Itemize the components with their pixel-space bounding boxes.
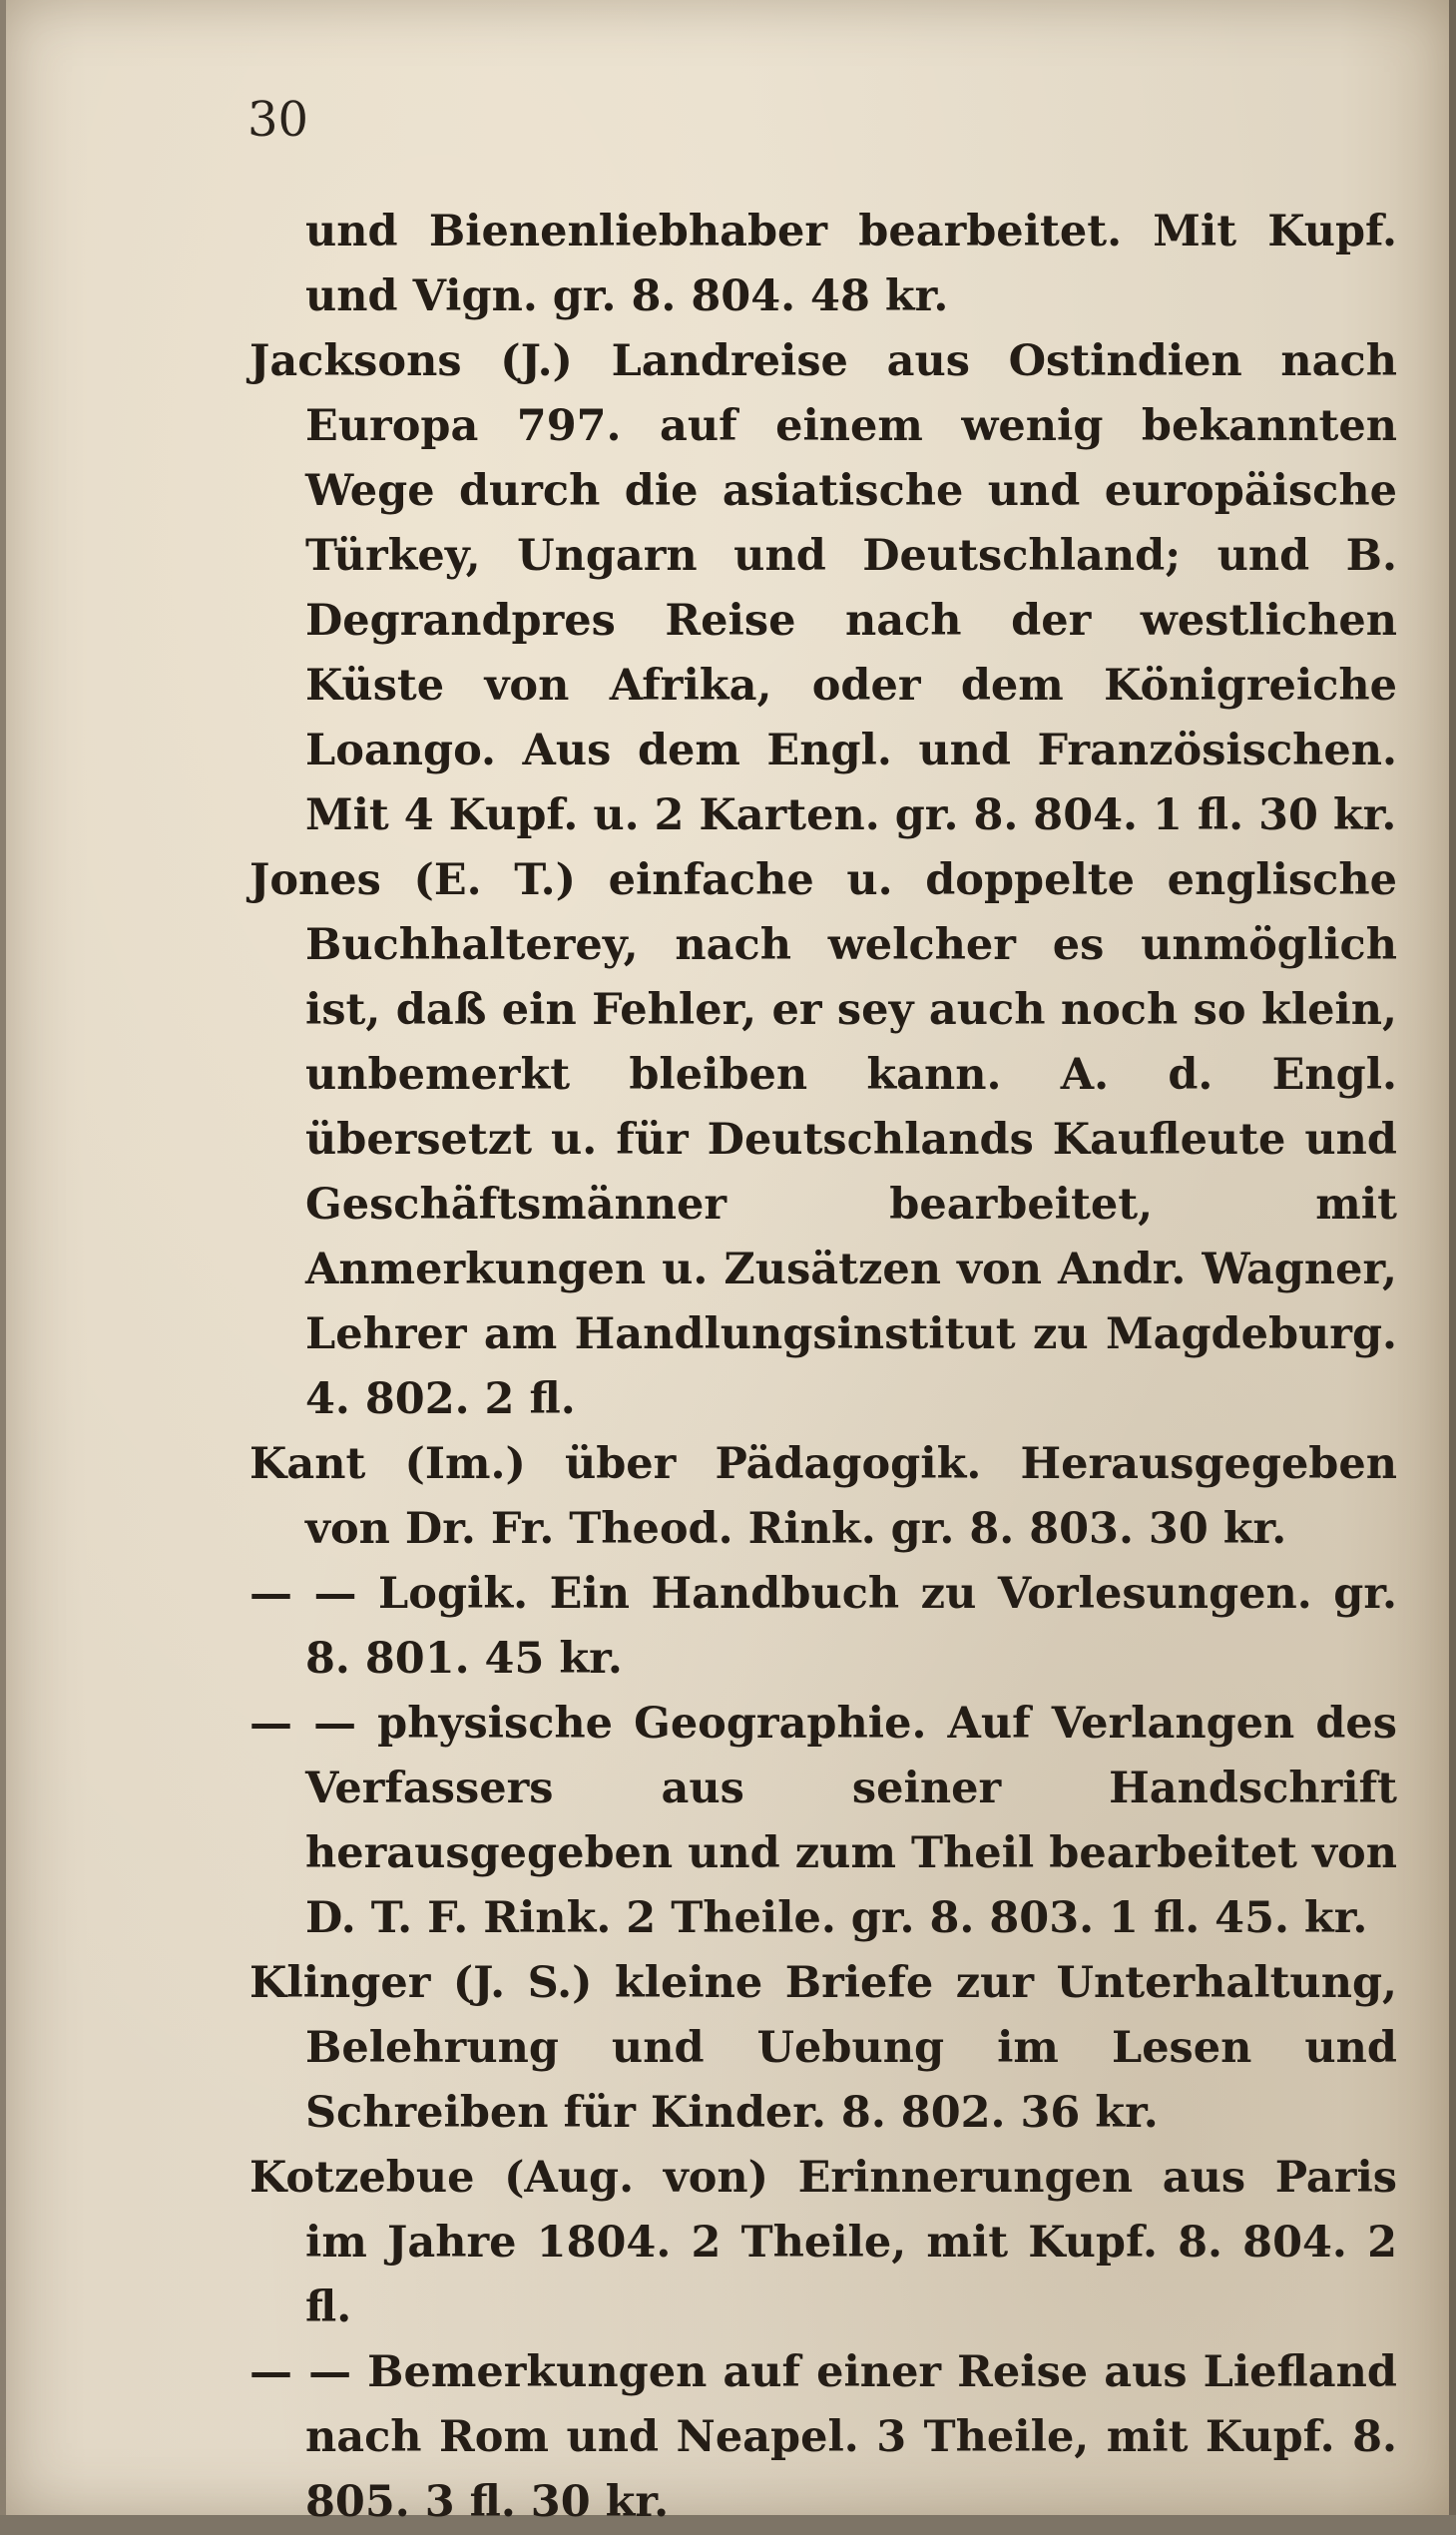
catalog-entry-kant-paedagogik: Kant (Im.) über Pädagogik. Herausgegeben von Dr. Fr. Theod. Rink. gr. 8. 803. 30 kr. [249, 1439, 1397, 1554]
catalog-entry-jackson: Jacksons (J.) Landreise aus Ostindien nach Europa 797. auf einem wenig bekannten Wege durch die asiatische und europäische Türkey, Ungarn und Deutschland; und B. Degrandpres Reise nach der westlichen Küste von Afrika, oder dem Königreiche Loango. Aus dem Engl. und Französischen. Mit 4 Kupf. u. 2 Karten. gr. 8. 804. 1 fl. 30 kr. [249, 336, 1397, 840]
catalog-text [249, 200, 1397, 2535]
catalog-entry-kotzebue-paris: Kotzebue (Aug. von) Erinnerungen aus Paris im Jahre 1804. 2 Theile, mit Kupf. 8. 804. 2 fl. [249, 2153, 1397, 2332]
catalog-entry-kant-geographie: — — physische Geographie. Auf Verlangen des Verfassers aus seiner Handschrift herausgegeben und zum Theil bearbeitet von D. T. F. Rink. 2 Theile. gr. 8. 803. 1 fl. 45. kr. [249, 1699, 1397, 1943]
catalog-entry-kotzebue-liefland: — — Bemerkungen auf einer Reise aus Liefland nach Rom und Neapel. 3 Theile, mit Kupf. 8. 805. 3 fl. 30 kr. [249, 2347, 1397, 2527]
page-right-edge [1449, 0, 1456, 2515]
page-left-edge [0, 0, 6, 2515]
catalog-entry-klinger: Klinger (J. S.) kleine Briefe zur Unterhaltung, Belehrung und Uebung im Lesen und Schreiben für Kinder. 8. 802. 36 kr. [249, 1958, 1397, 2138]
catalog-entry-continuation: und Bienenliebhaber bearbeitet. Mit Kupf. und Vign. gr. 8. 804. 48 kr. [305, 207, 1397, 321]
catalog-entry-kant-logik: — — Logik. Ein Handbuch zu Vorlesungen. gr. 8. 801. 45 kr. [249, 1569, 1397, 1684]
page-number: 30 [247, 92, 309, 148]
catalog-entry-jones: Jones (E. T.) einfache u. doppelte englische Buchhalterey, nach welcher es unmöglich ist, daß ein Fehler, er sey auch noch so klein, unbemerkt bleiben kann. A. d. Engl. übersetzt u. für Deutschlands Kaufleute und Geschäftsmänner bearbeitet, mit Anmerkungen u. Zusätzen von Andr. Wagner, Lehrer am Handlungsinstitut zu Magdeburg. 4. 802. 2 fl. [249, 855, 1397, 1424]
